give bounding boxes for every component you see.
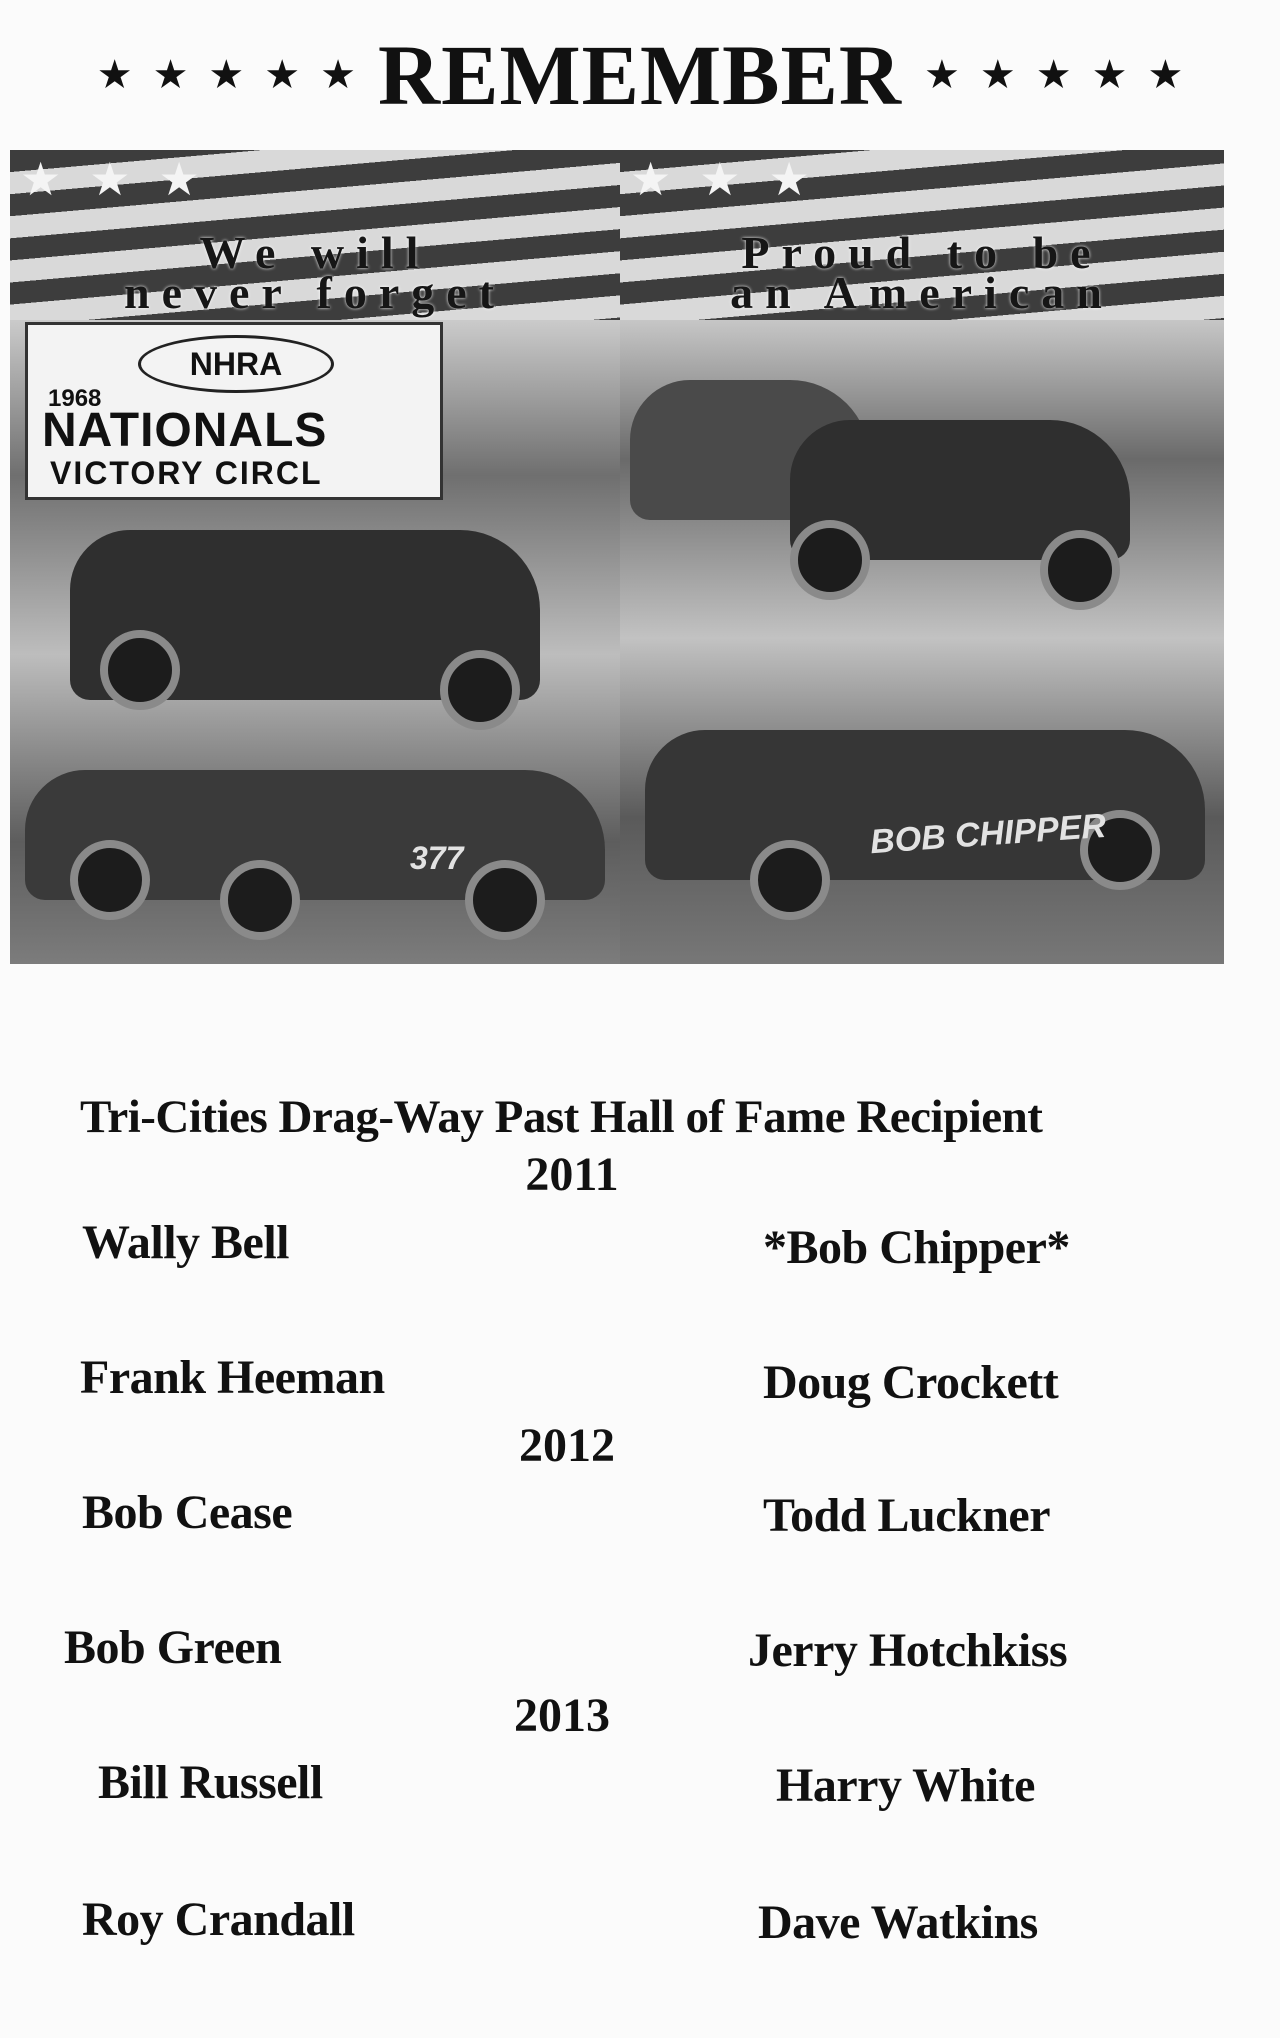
star-icon: ★ (152, 52, 189, 97)
flag-banner-left (10, 150, 620, 320)
year-heading: 2013 (514, 1689, 610, 1742)
sign-year: 1968 (48, 385, 102, 412)
recipient-name: Bob Green (64, 1621, 282, 1674)
banner-text-line1: We will (199, 227, 431, 278)
star-icon: ★ (1035, 52, 1072, 97)
car-wheel (465, 860, 545, 940)
car-number: 377 (410, 840, 464, 876)
year-heading: 2012 (519, 1419, 615, 1472)
nationals-sign (25, 322, 443, 500)
flag-stars: ★★★ (630, 154, 838, 205)
car-wheel (790, 520, 870, 600)
recipient-name: Jerry Hotchkiss (748, 1624, 1068, 1677)
star-icon: ★ (1147, 52, 1184, 97)
recipient-name: Frank Heeman (80, 1351, 385, 1404)
photo-collage (10, 150, 1224, 964)
star-icon: ★ (208, 52, 245, 97)
star-icon: ★ (320, 52, 356, 97)
flag-banner-right (620, 150, 1224, 320)
flag-stars: ★★★ (20, 154, 228, 205)
star-icon: ★ (979, 52, 1016, 97)
recipient-name: Bill Russell (98, 1756, 323, 1809)
star-icon: ★ (1091, 52, 1128, 97)
year-heading: 2011 (525, 1148, 619, 1201)
sign-subtitle: VICTORY CIRCL (50, 455, 323, 491)
recipient-name: Harry White (776, 1759, 1035, 1812)
recipient-name: Doug Crockett (763, 1356, 1059, 1409)
recipient-name: *Bob Chipper* (763, 1221, 1070, 1274)
banner-text-line2: an American (730, 267, 1114, 318)
banner-text-line1: Proud to be (741, 227, 1103, 278)
car-wheel (100, 630, 180, 710)
star-icon: ★ (96, 52, 133, 97)
recipient-name: Todd Luckner (763, 1489, 1051, 1542)
hall-of-fame-title: Tri-Cities Drag-Way Past Hall of Fame Recipient (80, 1091, 1043, 1143)
recipient-name: Wally Bell (82, 1216, 290, 1269)
car-wheel (70, 840, 150, 920)
star-icon: ★ (924, 52, 960, 97)
left-stars (96, 52, 356, 97)
car-wheel (750, 840, 830, 920)
banner-text-line2: never forget (124, 267, 506, 318)
left-photo-panel (10, 150, 620, 964)
sign-title: NATIONALS (42, 404, 328, 457)
car-name-decal: BOB CHIPPER (868, 806, 1108, 862)
car-wheel (220, 860, 300, 940)
recipient-name: Bob Cease (82, 1486, 293, 1539)
right-stars (924, 52, 1184, 97)
right-photo-panel (620, 150, 1224, 964)
car-wheel (440, 650, 520, 730)
page-title: REMEMBER (378, 27, 902, 123)
header (0, 25, 1280, 125)
car-wheel (1040, 530, 1120, 610)
recipient-name: Roy Crandall (82, 1893, 355, 1946)
star-icon: ★ (264, 52, 301, 97)
nhra-logo: NHRA (138, 335, 334, 393)
recipient-name: Dave Watkins (758, 1896, 1038, 1949)
